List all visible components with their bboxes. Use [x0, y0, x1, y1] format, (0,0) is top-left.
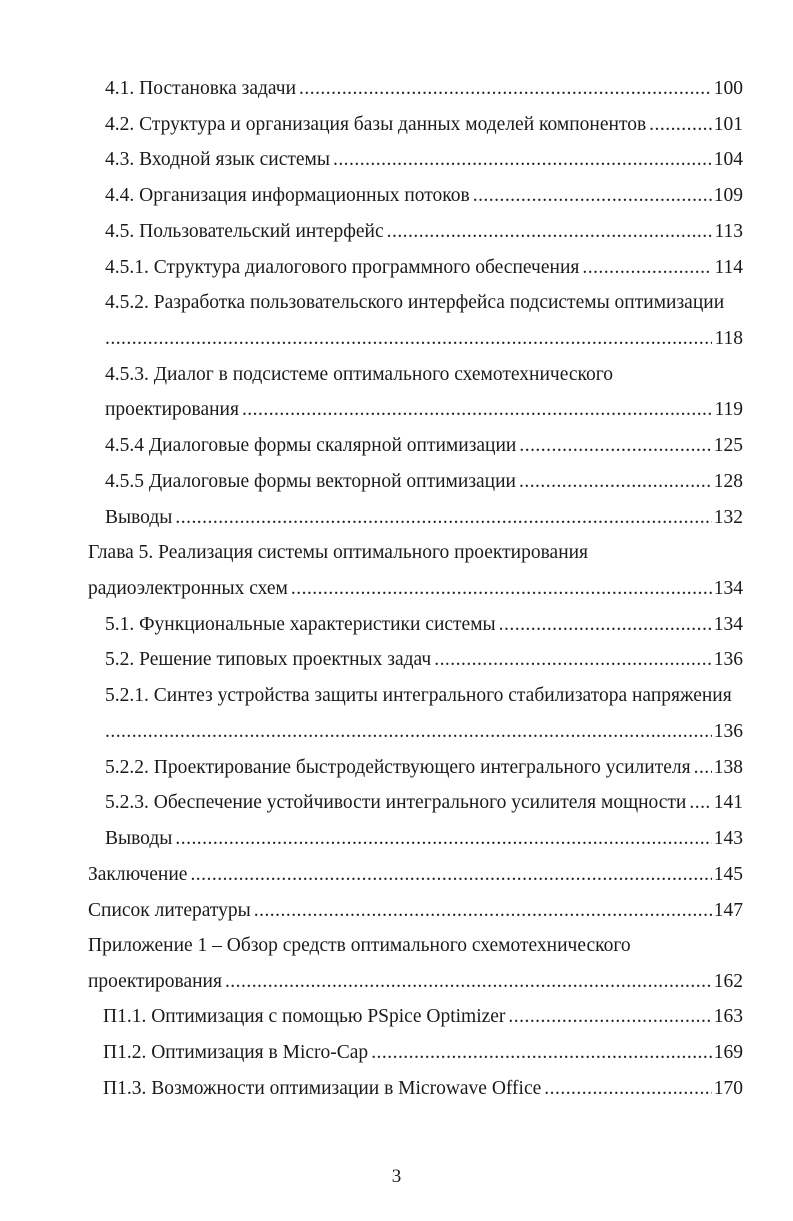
- toc-entry-title: 4.5.1. Структура диалогового программного обеспечения: [105, 257, 580, 278]
- toc-entry: [0, 1074, 793, 1104]
- toc-entry-title: 4.1. Постановка задачи: [105, 78, 297, 99]
- toc-entry-page: 113: [714, 221, 743, 242]
- toc-entry: [0, 645, 793, 675]
- toc-entry-title: 5.2. Решение типовых проектных задач: [105, 649, 432, 670]
- toc-entry-title: 4.5.2. Разработка пользовательского интерфейса подсистемы оптимизации: [105, 292, 725, 313]
- toc-entry-title: 5.1. Функциональные характеристики системы: [105, 614, 496, 635]
- toc-entry-page: 125: [713, 435, 743, 456]
- toc-entry: [0, 717, 793, 747]
- toc-entry-title: П1.1. Оптимизация с помощью PSpice Optimizer: [103, 1006, 506, 1027]
- toc-entry-title-line: [0, 538, 793, 568]
- toc-entry-page: 163: [713, 1006, 743, 1027]
- toc-leader-dots: [175, 503, 711, 533]
- toc-entry-page: 128: [713, 471, 743, 492]
- toc-entry-title: 5.2.2. Проектирование быстродействующего интегрального усилителя: [105, 757, 691, 778]
- toc-leader-dots: [508, 1002, 711, 1032]
- toc-chapter-title: радиоэлектронных схем: [88, 578, 288, 599]
- toc-entry-title: П1.2. Оптимизация в Micro-Cap: [103, 1042, 369, 1063]
- toc-chapter-title: Заключение: [88, 864, 188, 885]
- toc-entry: [0, 753, 793, 783]
- toc-entry-title: 4.5.4 Диалоговые формы скалярной оптимизации: [105, 435, 517, 456]
- toc-entry: [0, 217, 793, 247]
- toc-entry: [0, 74, 793, 104]
- toc-entry-page: 100: [713, 78, 743, 99]
- toc-leader-dots: [254, 896, 712, 926]
- toc-entry: [0, 610, 793, 640]
- toc-leader-dots: [519, 467, 712, 497]
- toc-entry: [0, 324, 793, 354]
- toc-entry-page: 118: [714, 328, 743, 349]
- toc-entry: [0, 110, 793, 140]
- toc-leader-dots: [649, 110, 712, 140]
- toc-leader-dots: [499, 610, 712, 640]
- toc-entry-page: 134: [713, 614, 743, 635]
- toc-entry-page: 132: [713, 507, 743, 528]
- toc-entry-title: П1.3. Возможности оптимизации в Microwave Office: [103, 1078, 542, 1099]
- toc-entry: [0, 1002, 793, 1032]
- page-number: 3: [391, 1166, 402, 1187]
- toc-leader-dots: [473, 181, 712, 211]
- toc-entry: [0, 788, 793, 818]
- toc-entry-title: 4.2. Структура и организация базы данных моделей компонентов: [105, 114, 647, 135]
- toc-entry-title: Выводы: [105, 507, 173, 528]
- toc-chapter-title: Список литературы: [88, 900, 251, 921]
- toc-leader-dots: [371, 1038, 712, 1068]
- toc-entry-page: 162: [713, 971, 743, 992]
- toc-leader-dots: [689, 788, 711, 818]
- toc-entry-title: 4.4. Организация информационных потоков: [105, 185, 470, 206]
- toc-entry-page: 141: [713, 792, 743, 813]
- toc-leader-dots: [582, 253, 712, 283]
- toc-entry: [0, 395, 793, 425]
- toc-chapter-title: Глава 5. Реализация системы оптимального проектирования: [88, 542, 589, 563]
- toc-entry: [0, 145, 793, 175]
- toc-entry: [0, 1038, 793, 1068]
- toc-entry: [0, 824, 793, 854]
- toc-leader-dots: [225, 967, 712, 997]
- toc-entry-title: 4.5. Пользовательский интерфейс: [105, 221, 384, 242]
- toc-leader-dots: [544, 1074, 711, 1104]
- toc-leader-dots: [519, 431, 711, 461]
- toc-leader-dots: [105, 717, 712, 747]
- toc-entry-title-line: [0, 288, 793, 318]
- toc-entry: [0, 574, 793, 604]
- toc-leader-dots: [387, 217, 713, 247]
- toc-entry-title-line: [0, 360, 793, 390]
- toc-chapter-title: проектирования: [88, 971, 222, 992]
- toc-entry-page: 138: [713, 757, 743, 778]
- toc-entry: [0, 431, 793, 461]
- toc-entry-page: 104: [713, 149, 743, 170]
- toc-leader-dots: [333, 145, 712, 175]
- toc-entry-page: 109: [713, 185, 743, 206]
- toc-leader-dots: [175, 824, 711, 854]
- toc-leader-dots: [291, 574, 712, 604]
- toc-leader-dots: [299, 74, 712, 104]
- toc-entry-title: 5.2.3. Обеспечение устойчивости интегрального усилителя мощности: [105, 792, 687, 813]
- toc-entry-page: 134: [713, 578, 743, 599]
- toc-entry-page: 147: [713, 900, 743, 921]
- toc-entry-page: 119: [714, 399, 743, 420]
- toc-entry-page: 145: [713, 864, 743, 885]
- toc-leader-dots: [105, 324, 712, 354]
- toc-entry-page: 136: [713, 721, 743, 742]
- toc-entry: [0, 896, 793, 926]
- toc-entry: [0, 253, 793, 283]
- toc-entry-title-line: [0, 681, 793, 711]
- toc-chapter-title: Приложение 1 – Обзор средств оптимального схемотехнического: [88, 935, 631, 956]
- toc-entry-page: 143: [713, 828, 743, 849]
- toc-leader-dots: [190, 860, 711, 890]
- toc-entry-title: 4.3. Входной язык системы: [105, 149, 330, 170]
- toc-entry-page: 169: [713, 1042, 743, 1063]
- toc-entry: [0, 967, 793, 997]
- toc-entry-title: 5.2.1. Синтез устройства защиты интегрального стабилизатора напряжения: [105, 685, 732, 706]
- toc-leader-dots: [242, 395, 713, 425]
- toc-entry: [0, 181, 793, 211]
- toc-entry: [0, 860, 793, 890]
- toc-leader-dots: [694, 753, 712, 783]
- toc-entry-title: проектирования: [105, 399, 239, 420]
- toc-entry-title-line: [0, 931, 793, 961]
- toc-leader-dots: [434, 645, 712, 675]
- toc-entry-page: 114: [714, 257, 743, 278]
- toc-entry-page: 136: [713, 649, 743, 670]
- toc-entry-title: 4.5.3. Диалог в подсистеме оптимального схемотехнического: [105, 364, 613, 385]
- toc-entry: [0, 503, 793, 533]
- toc-entry-page: 170: [713, 1078, 743, 1099]
- toc-entry: [0, 467, 793, 497]
- toc-entry-title: Выводы: [105, 828, 173, 849]
- toc-entry-title: 4.5.5 Диалоговые формы векторной оптимизации: [105, 471, 516, 492]
- toc-entry-page: 101: [713, 114, 743, 135]
